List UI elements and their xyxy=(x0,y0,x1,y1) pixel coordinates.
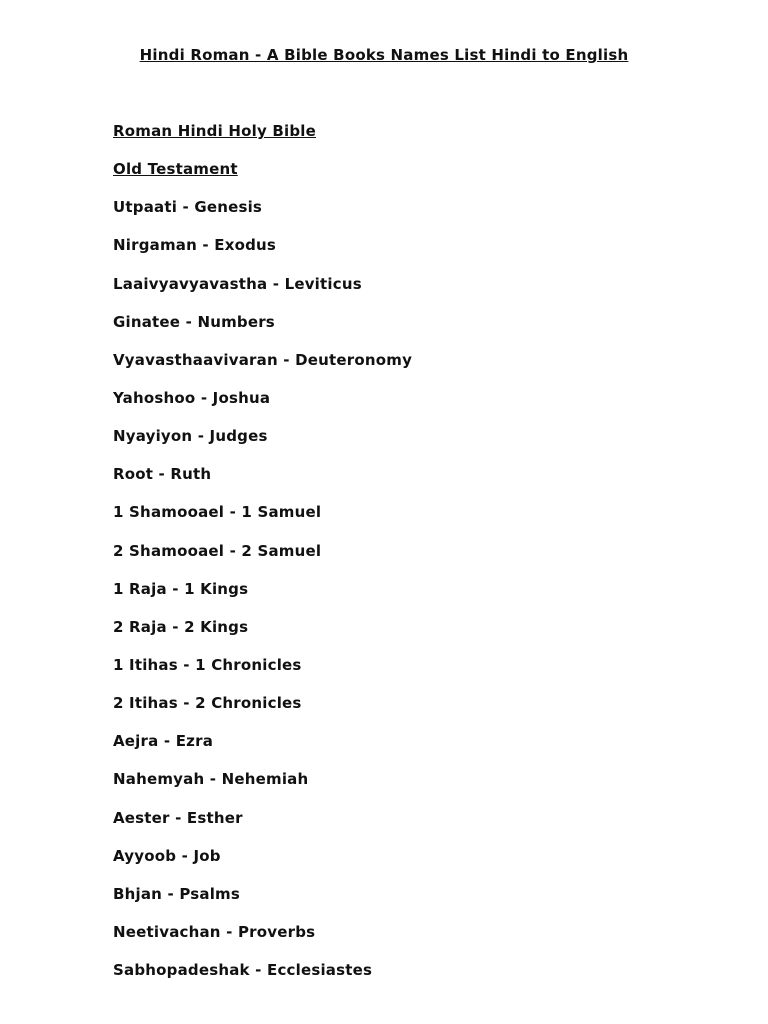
book-line: Utpaati - Genesis xyxy=(113,198,263,217)
book-line: Nahemyah - Nehemiah xyxy=(113,770,309,789)
book-line: Neetivachan - Proverbs xyxy=(113,922,316,941)
book-line: 1 Itihas - 1 Chronicles xyxy=(113,655,302,674)
book-line: Vyavasthaavivaran - Deuteronomy xyxy=(113,350,413,369)
section-heading-old-testament: Old Testament xyxy=(113,160,238,179)
book-line: Root - Ruth xyxy=(113,465,212,484)
book-line: 1 Raja - 1 Kings xyxy=(113,579,249,598)
book-line: Aester - Esther xyxy=(113,808,243,827)
book-line: 2 Raja - 2 Kings xyxy=(113,617,249,636)
book-line: Ayyoob - Job xyxy=(113,846,221,865)
book-line: Aejra - Ezra xyxy=(113,732,214,751)
book-line: 2 Shamooael - 2 Samuel xyxy=(113,541,322,560)
document-body xyxy=(113,121,673,998)
book-line: Laaivyavyavastha - Leviticus xyxy=(113,274,362,293)
document-title: Hindi Roman - A Bible Books Names List Hindi to English xyxy=(139,46,629,64)
book-line: Ginatee - Numbers xyxy=(113,312,275,331)
book-line: Nyayiyon - Judges xyxy=(113,427,268,446)
book-line: Yahoshoo - Joshua xyxy=(113,388,271,407)
book-line: 1 Shamooael - 1 Samuel xyxy=(113,503,322,522)
book-line: Bhjan - Psalms xyxy=(113,884,241,903)
book-line: Nirgaman - Exodus xyxy=(113,236,277,255)
document-heading: Roman Hindi Holy Bible xyxy=(113,122,317,140)
book-line: 2 Itihas - 2 Chronicles xyxy=(113,694,302,713)
book-line: Sabhopadeshak - Ecclesiastes xyxy=(113,961,373,980)
